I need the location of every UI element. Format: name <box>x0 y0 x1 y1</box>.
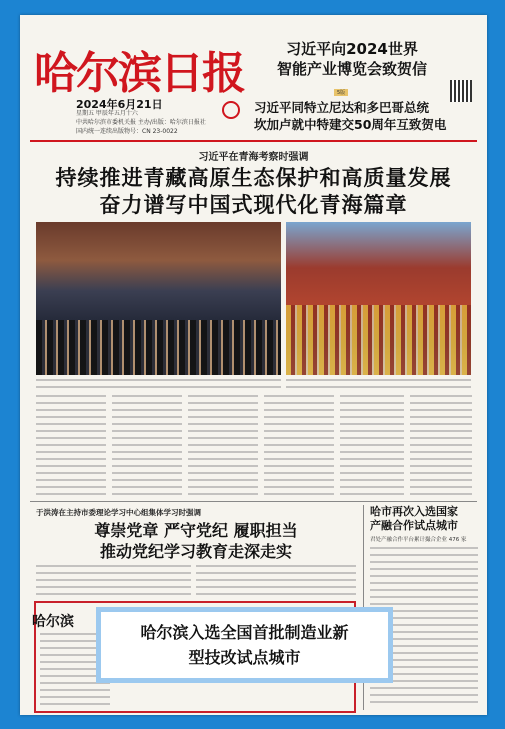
second-story-kicker: 于洪涛在主持市委理论学习中心组集体学习时强调 <box>36 508 201 517</box>
issue-date: 2024年6月21日 <box>76 98 163 111</box>
issue-weekday: 星期五 甲辰年五月十六 <box>76 110 138 117</box>
overlay-title: 哈尔滨入选全国首批制造业新 型技改试点城市 <box>140 623 349 667</box>
article-column-4 <box>264 395 334 495</box>
article-column-6 <box>410 395 472 495</box>
article-column-5 <box>340 395 404 495</box>
page-tag: 5版 <box>334 89 348 96</box>
section-divider <box>30 501 477 502</box>
headline-top[interactable]: 习近平向2024世界 智能产业博览会致贺信 <box>276 40 427 78</box>
headline-second[interactable]: 习近平同特立尼达和多巴哥总统 坎加卢就中特建交50周年互致贺电 <box>254 100 447 132</box>
boxed-story-title: 哈尔滨 <box>32 614 74 630</box>
photo-crowd <box>286 305 471 375</box>
lead-title[interactable]: 持续推进青藏高原生态保护和高质量发展 奋力谱写中国式现代化青海篇章 <box>55 166 452 217</box>
second-story-body-right <box>196 565 356 597</box>
article-column-1 <box>36 395 106 495</box>
headline-overlay-box[interactable] <box>96 607 393 683</box>
lead-kicker: 习近平在青海考察时强调 <box>198 152 309 163</box>
newspaper-logo: 哈尔滨日报 <box>34 48 244 99</box>
issue-publisher: 中共哈尔滨市委机关报 主办/出版：哈尔滨日报社 <box>76 119 206 126</box>
side-story-title[interactable]: 哈市再次入选国家 产融合作试点城市 <box>370 505 458 532</box>
side-story-subtitle: 君处产融合作平台累计撮合企业 476 家 <box>370 537 467 543</box>
issue-serial: 国内统一连续出版物号：CN 23-0022 <box>76 128 178 135</box>
second-story-body-left <box>36 565 191 597</box>
issue-meta <box>76 100 266 136</box>
photo-caption-left <box>36 379 281 389</box>
lead-photo-right[interactable] <box>286 222 471 375</box>
masthead-divider <box>30 140 477 142</box>
masthead <box>20 15 487 139</box>
article-column-2 <box>112 395 182 495</box>
qr-code-icon <box>450 80 472 102</box>
masthead-headlines <box>254 39 450 133</box>
second-story-title[interactable]: 尊崇党章 严守党纪 履职担当 推动党纪学习教育走深走实 <box>94 521 298 561</box>
article-column-3 <box>188 395 258 495</box>
photo-caption-right <box>286 379 471 389</box>
photo-crowd <box>36 320 281 375</box>
lead-photo-left[interactable] <box>36 222 281 375</box>
